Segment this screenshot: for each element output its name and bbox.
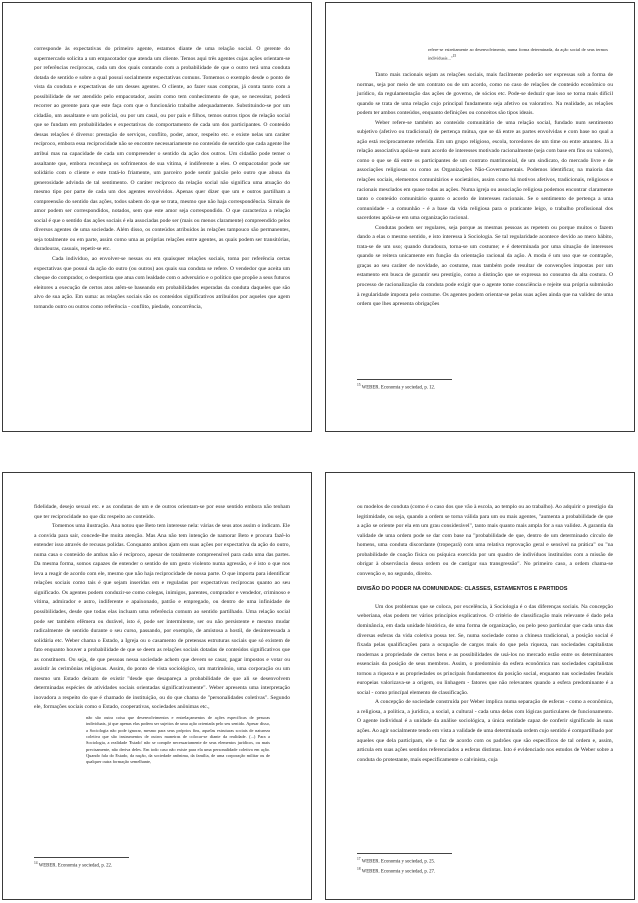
paragraph: fidelidade, desejo sexual etc. e as condutas de um e de outros orientam-se por esse sentido embora não tenham que ter reciprocidade no que diz respeito ao conteúdo. xyxy=(34,504,290,520)
page-1-body xyxy=(34,45,290,312)
page-1 xyxy=(2,2,312,432)
footnote-number: 14 xyxy=(34,861,38,865)
footnote-ref: 15 xyxy=(452,54,457,59)
footnote-number: 17 xyxy=(357,857,361,861)
paragraph: Um dos problemas que se coloca, por excelência, à Sociologia é o das diferenças sociais. Na concepção weberiana, elas podem ter vários princípios explicativos. O critério de classificação mais relevante é dado pela dominância, em dada unidade histórica, de uma forma de organização, ou pelo peso particular que cada uma das diversas esferas da vida coletiva possa ter. Se, numa sociedade como a chinesa tradicional, a posição social é fixada pelas qualificações para a ocupação de cargos mais do que pela riqueza, nas sociedades capitalistas modernas a propriedade de certos bens e as possibilidades de usá-los no mercado estão entre os determinantes essenciais da posição de seus membros. Assim, o predomínio da esfera econômica nas sociedades capitalistas tornou a riqueza e as propriedades os principais fundamentos da posição social, enquanto nas sociedades feudais europeias valorizava-se a origem, ou linhagem - fatores que não relevantes quando a esfera predominante é a social - como princípal elemento de classificação. xyxy=(357,603,613,696)
footnote-divider xyxy=(357,379,452,380)
page-3-body xyxy=(34,503,290,768)
quote-text: refere-se estreitamente ao desenvolvimento, numa forma determinada, da ação social de seus termos individuais..." xyxy=(428,47,608,61)
page-2 xyxy=(325,2,635,432)
footnotes xyxy=(357,379,613,392)
paragraph-text: Tomemos uma ilustração. Ana notou que Beto tem interesse nela: várias de seus atos assim o indicam. Ele a convida para sair, concede-lhe muita atenção. Mas Ana não tem intenção de namorar Beto e procura fazê-lo entender isso através de recusas polidas. Conquanto ambos ajam em suas ações por expectativa da ação do outro, numa casa o conteúdo de ambas não é recíproco, apesar de totalmente compreensível para cada uma das partes. Da mesma forma, somos capazes de entender o sentido de um gesto violento numa agressão, e é isto o que nos leva a reagir de acordo com ele, mesmo que não haja reciprocidade de nossa parte. O que importa para identificar relações sociais como tais é que sejam inseridas em e reguladas por expectativas recíprocas quanto ao seu significado. Os agentes podem conduzir-se como colegas, inimigos, parentes, comprador e vendedor, criminoso e vítima, admirador e astro, indiferente e apaixonado, patrão e empregado, ou dentro de uma infinidade de possibilidades, desde que todas elas incluam uma referência comum ao sentido partilhado. Uma relação social pode ser também efêmera ou durável, isto é, pode ser intermitente, ser ou não persistente e mesmo mudar radicalmente de sentido durante o seu curso, passando, por exemplo, de amistosa a hostil, de desinteressada a solidária etc. Weber chama o Estado, a Igreja ou o casamento de pretensas estruturas sociais que só existem de fato enquanto houver a probabilidade de que se deem as relações sociais dotadas de conteúdos significativos que as constituem. Ou seja, de que pessoas nessa sociedade achem que devem se casar, pagar impostos e votar ou assistir às cerimônias religiosas. Assim, do ponto de vista sociológico, um matrimônio, uma corporação ou um mesmo um Estado deixam de existir "desde que desapareça a probabilidade de que ali se desenvolvem determinadas espécies de atividades sociais orientadas significativamente". Weber apresenta uma interpretação inovadora a respeito do que é chamado de instituição, ou do que chama de "personalidades coletivas". Segundo ele, formações sociais como o Estado, cooperativas, sociedades anônimas etc., xyxy=(34,523,290,711)
paragraph: Condutas podem ser regulares, seja porque as mesmas pessoas as repetem ou porque muitos o fazem dando a elas o mesmo sentido, e isto interessa à Sociologia. Se tal regularidade acontece devido ao mero hábito, trata-se de um uso; quando duradoura, torna-se um costume; e é determinada por uma situação de interesses quando se reitera unicamente em função da orientação racional da ação. A moda é um uso que se contrapõe, graças ao seu caráter de novidade, ao costume, mas também pode resultar de convenções impostas por um estamento em busca de garantir seu prestígio, como a distinção que se expressa no consumo da alta costura. O processo de racionalização da conduta pode exigir que o agente tome consciência e rejeite sua própria submissão à regularidade imposta pelo costume. Os agentes podem orientar-se pelas suas ações ainda que na validez de uma ordem que lhes apresenta obrigações xyxy=(357,224,613,308)
footnote-text: WEBER. Economia y sociedad, p. 25. xyxy=(361,859,436,865)
page-3 xyxy=(2,472,312,900)
paragraph: Tanto mais racionais sejam as relações sociais, mais facilmente poderão ser expressas sob a forma de normas, seja por meio de um contrato ou de um acordo, como no caso de relações de conteúdo econômico ou jurídico, da regulamentação das ações de governo, de sócios etc. Pode-se deduzir que isso se torna mais difícil quando se trata de uma relação cujo principal fundamento seja afetivo ou valorativo. Na realidade, as relações podem ter ambos conteúdos, enquanto definições ou conceitos são tipos ideais. xyxy=(357,72,613,117)
paragraph: ou modelos de conduta (como é o caso dos que vão à escola, ao templo ou ao trabalho). Ao adquirir o prestígio da legitimidade, ou seja, quando a ordem se torna válida para um ou mais agentes, "aumenta a probabilidade de que a ação se oriente por ela em um grau considerável", tanto mais quanto mais ampla for a sua validez. A garantia da validade de uma ordem pode se dar com base na "probabilidade de que, dentro de um determinado círculo de homens, uma conduta discordante (tropeçará) com uma relativa reprovação geral e sensível na prática" ou "na probabilidade de coação física ou psíquica exercida por um quadro de indivíduos instituídos com a missão de obrigar à observância dessa ordem ou de castigar sua transgressão". No primeiro caso, a ordem chama-se convenção e, no segundo, direito. xyxy=(357,504,613,577)
paragraph: Weber refere-se também ao conteúdo comunitário de uma relação social, fundado num sentimento subjetivo (afetivo ou tradicional) de pertença mútua, que se dá entre as partes envolvidas e com base no qual a ação está reciprocamente referida. Em um grupo religioso, escola, torcedores de um time ou entre amantes. Já a relação associativa apóia-se num acordo de interesses motivado racionalmente (seja com base em fins ou valores), como o que se dá entre os participantes de um contrato matrimonial, de um sindicato, do mercado livre e de associações religiosas ou como as Organizações Não-Governamentais. Podemos identificar, na maioria das relações sociais, elementos comunitários e societários, assim como há motivos afetivos, tradicionais, religiosos e racionais mesclados em quase todas as ações. Numa igreja ou associação religiosa podemos encontrar claramente tanto o conteúdo comunitário quanto o acordo de interesses racionais. Se o sentimento de pertença a uma comunidade - a comunhão - é a base da vida religiosa para o praticante leigo, o trabalho profissional dos sacerdotes apóia-se em uma organização racional. xyxy=(357,119,613,222)
footnote xyxy=(357,382,613,392)
footnote-text: WEBER. Economia y sociedad, p. 12. xyxy=(361,385,436,391)
paragraph: A concepção de sociedade construída por Weber implica numa separação de esferas - como a econômica, a religiosa, a política, a jurídica, a social, a cultural - cada uma delas com lógicas particulares de funcionamento. O agente individual é a unidade da análise sociológica, a única entidade capaz de conferir significado às suas ações. Ao agir socialmente tendo em vista a validade de uma determinada ordem cujo sentido é compartilhado por aqueles que dela participam, ele o faz de acordo com os padrões que são específicos de tal ordem e, assim, articula em suas ações sentidos referenciados a esferas distintas. Isto é evidenciado nos estudos de Weber sobre a conduta do protestante, mais especificamente o calvinista, cuja xyxy=(357,699,613,763)
block-quote: não são outra coisa que desenvolvimentos e entrelaçamentos de ações específicas de pessoas individuais, já que apenas elas podem ser sujeitos de uma ação orientada pelo seu sentido. Apesar disso, a Sociologia não pode ignorar, mesmo para seus próprios fins, aquelas estruturas sociais de natureza coletiva que são instrumentos de outros maneiras de colocar-se diante da realidade. (...) Para a Sociologia, a realidade 'Estado' não se compõe necessariamente de seus elementos jurídicos, ou mais precisamente, não deriva deles. Em todo caso não existe para ela uma personalidade coletiva em ação. Quando fala do Estado, da nação, da sociedade anônima, da família, de uma corporação militar ou de qualquer outra formação semelhante, xyxy=(86,715,270,765)
paragraph: Cada indivíduo, ao envolver-se nessas ou em quaisquer relações sociais, toma por referência certas expectativas que possui da ação do outro (ou outros) aos quais sua conduta se refere. O vendedor que aceita um cheque do comprador, o desportista que atua com lealdade com o adversário e o político que propõe a seus futuros eleitores a execução de certos atos atêm-se baseando em probabilidades esperadas da conduta daqueles que são alvo de sua ação. Em suma: as relações sociais são os conteúdos significativos atribuídos por aqueles que agem tomando outro ou outros como referência - conflito, piedade, concorrência, xyxy=(34,256,290,310)
page-4 xyxy=(325,472,635,900)
page-4-body xyxy=(357,503,613,765)
paragraph xyxy=(34,522,290,713)
footnote xyxy=(34,860,290,870)
paragraph: corresponde às expectativas do primeiro agente, estamos diante de uma relação social. O gerente do supermercado solicita a um empacotador que atenda um cliente. Temos aqui três agentes cujas ações orientam-se por referências recíprocas, cada um dos quais contando com a probabilidade de que o outro terá uma conduta dotada de sentido e sobre a qual possui socialmente expectativas comuns. Tomemos o exemplo desde o ponto de vista da conduta e expectativas de um desses agentes. O cliente, ao fazer suas compras, já conta tanto com a possibilidade de ser atendido pelo empacotador, assim como tem conhecimento de que, se necessitar, poderá recorrer ao gerente para que este faça com que o funcionário trabalhe adequadamente. Substituindo-se por um cidadão, um assaltante e um policial, ou por um casal, ou por pais e filhos, temos outros tipos de relação social que se fundam em probabilidades e expectativas do comportamento de cada um dos participantes. O conteúdo dessas relações é diverso: prestação de serviços, conflito, poder, amor, respeito etc. e existe nelas um caráter recíproco, embora essa reciprocidade não se encontre necessariamente no conteúdo de sentido que cada agente lhe atribui mas na capacidade de cada um compreender o sentido da ação dos outros. Um cidadão pode temer o assaltante que, embora reconheça os sofrimentos de sua vítima, é indiferente a eles. O empacotador pode ser solidário com o cliente e este tratá-lo friamente, um parceiro pode sentir paixão pelo outro que abusa da generosidade advinda de tal sentimento. O caráter recíproco da relação social não significa uma atuação do mesmo tipo por parte de cada um dos agentes envolvidos. Apenas quer dizer que um e outros partilham a compreensão do sentido das ações, todos sabem do que se trata, mesmo que não haja correspondência. Simais de amor podem ser correspondidos, notados, sem que este amor seja correspondido. O que caracteriza a relação social é que o sentido das ações sociais é ela associadas pode ser (mais ou menos claramente) compreendido pelos diversos agentes de uma sociedade. Além disso, os conteúdos atribuídos às relações tampouco são permanentes, seja totalmente ou em parte, assim como uma as próprias relações entre agentes, as quais podem ser transitórias, duradouras, casuais, repetit-se etc. xyxy=(34,46,290,253)
footnote-number: 18 xyxy=(357,866,361,871)
footnote xyxy=(357,866,613,876)
footnote-text: WEBER. Economia y sociedad, p. 22. xyxy=(38,863,113,869)
footnotes xyxy=(357,853,613,875)
footnote-text: WEBER. Economia y sociedad, p. 27. xyxy=(361,869,436,875)
page-2-body xyxy=(357,71,613,310)
footnote-divider xyxy=(357,853,452,854)
section-heading: DIVISÃO DO PODER NA COMUNIDADE: CLASSES, ESTAMENTOS E PARTIDOS xyxy=(357,586,568,593)
block-quote xyxy=(428,47,608,62)
footnote-divider xyxy=(34,857,129,858)
footnotes xyxy=(34,857,290,870)
footnote xyxy=(357,856,613,866)
footnote-number: 15 xyxy=(357,383,361,387)
